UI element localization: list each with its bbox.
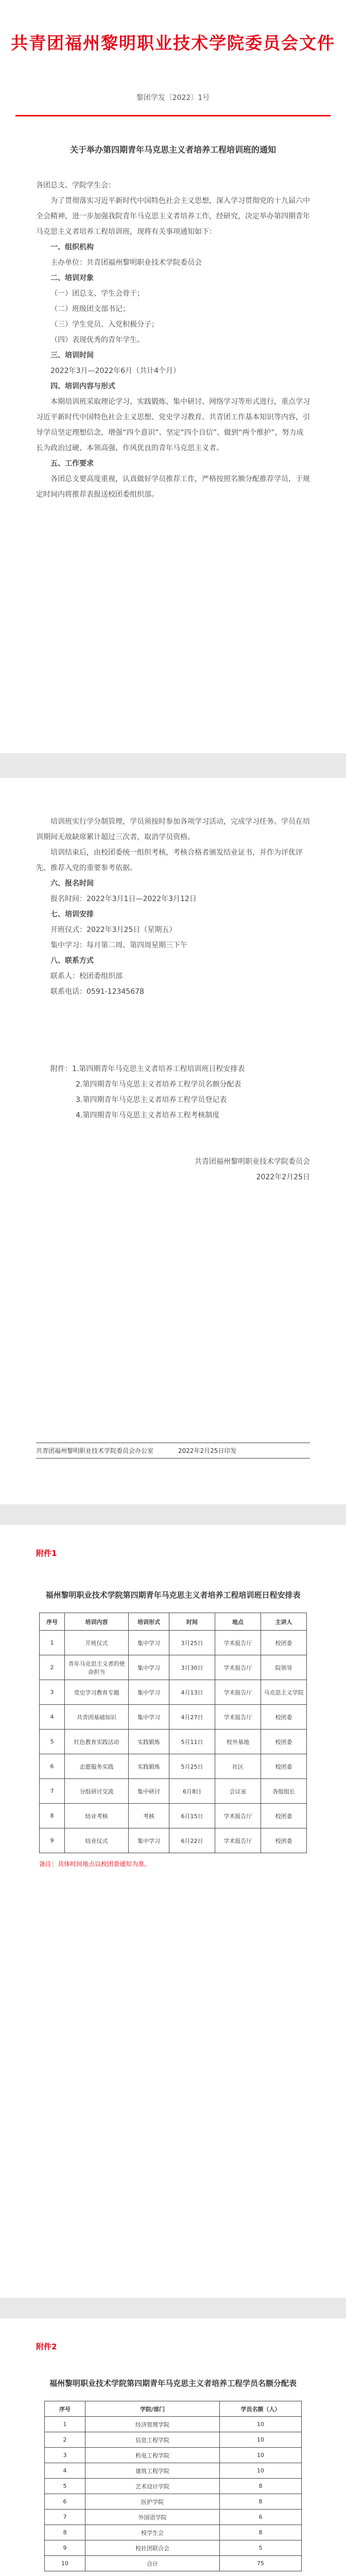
table-cell: 共青团基础知识 — [65, 1705, 129, 1730]
table-cell: 校团委 — [261, 1705, 307, 1730]
table-row — [45, 2494, 302, 2510]
greeting: 各团总支、学院学生会： — [36, 181, 115, 190]
section-heading: 一、组织机构 — [50, 243, 94, 251]
table-cell: 10 — [220, 2417, 302, 2432]
table-cell: 4月27日 — [169, 1705, 215, 1730]
table-cell: 9 — [45, 2540, 85, 2556]
issue-date: 2022年2月25日 — [256, 1173, 310, 1181]
document-number: 黎团学发〔2022〕1号 — [136, 94, 210, 102]
attachment-label: 附件1 — [36, 1549, 57, 1558]
table-row — [40, 1754, 307, 1779]
table-cell: 集中学习 — [129, 1655, 169, 1680]
table-cell: 5月25日 — [169, 1754, 215, 1779]
table-cell: 结业仪式 — [65, 1828, 129, 1853]
paragraph: 2022年3月—2022年6月（共计4个月） — [50, 367, 180, 375]
table-cell: 10 — [220, 2463, 302, 2479]
section-heading: 七、培训安排 — [50, 910, 94, 919]
table-cell: 校团委 — [261, 1754, 307, 1779]
table-row — [45, 2510, 302, 2525]
table-header: 序号 — [45, 2401, 85, 2417]
table-cell: 集中学习 — [129, 1680, 169, 1705]
table-title: 福州黎明职业技术学院第四期青年马克思主义者培养工程培训班日程安排表 — [45, 1590, 301, 1600]
notice-page — [0, 0, 346, 753]
table-cell: 6月8日 — [169, 1779, 215, 1804]
table-cell: 集中学习 — [129, 1828, 169, 1853]
table-cell: 5 — [45, 2479, 85, 2494]
table-cell: 信息工程学院 — [85, 2432, 220, 2448]
table-cell: 6 — [45, 2494, 85, 2510]
notice-page-2 — [0, 778, 346, 1504]
intro-paragraph: 为了贯彻落实习近平新时代中国特色社会主义思想，深入学习贯彻党的十九届六中全会精神，进一步加强我院青年马克思主义者培养工作，经研究，决定举办第四期青年马克思主义者培养工程培训班，现将有关事项通知如下： — [36, 197, 310, 236]
table-cell: 5 — [40, 1730, 65, 1754]
table-cell: 校团委 — [261, 1631, 307, 1655]
table-cell: 结业考核 — [65, 1804, 129, 1828]
table-row — [40, 1705, 307, 1730]
table-cell: 集中学习 — [129, 1705, 169, 1730]
table-cell: 4 — [45, 2463, 85, 2479]
table-cell: 5 — [220, 2540, 302, 2556]
table-cell: 校外基地 — [215, 1730, 261, 1754]
schedule-table — [39, 1613, 307, 1853]
attachment-item: 附件：1.第四期青年马克思主义者培养工程培训班日程安排表 — [50, 1065, 245, 1073]
table-cell: 3月25日 — [169, 1631, 215, 1655]
table-header: 时间 — [169, 1613, 215, 1631]
table-cell: 3 — [45, 2448, 85, 2463]
table-cell: 集中研讨 — [129, 1779, 169, 1804]
section-heading: 五、工作要求 — [50, 460, 94, 468]
table-cell: 实践锻炼 — [129, 1730, 169, 1754]
paragraph: 本期培训班采取理论学习、实践锻炼、集中研讨、网络学习等形式进行，重点学习习近平新时代中国特色社会主义思想、党史学习教育、共青团工作基本知识等内容，引导学员坚定理想信念，增强“四个意识”、坚定“四个自信”、做到“两个维护”，努力成长为政治过硬、本领高强、作风优良的青年马克思主义者。 — [36, 398, 310, 452]
notice-body — [0, 178, 346, 502]
attachment-item: 4.第四期青年马克思主义者培养工程考核制度 — [76, 1111, 220, 1120]
table-row — [45, 2479, 302, 2494]
table-row — [40, 1828, 307, 1853]
table-cell: 学术报告厅 — [215, 1631, 261, 1655]
table-row — [40, 1779, 307, 1804]
attachment-list — [0, 1061, 346, 1123]
table-cell: 1 — [45, 2417, 85, 2432]
table-cell: 6 — [40, 1754, 65, 1779]
table-cell: 志愿服务实践 — [65, 1754, 129, 1779]
table-cell: 各组组长 — [261, 1779, 307, 1804]
table-cell: 10 — [220, 2448, 302, 2463]
quota-table — [44, 2401, 302, 2571]
table-cell: 艺术设计学院 — [85, 2479, 220, 2494]
table-cell: 校社团联合会 — [85, 2540, 220, 2556]
table-cell: 集中学习 — [129, 1631, 169, 1655]
table-row — [40, 1655, 307, 1680]
table-row — [40, 1680, 307, 1705]
table-cell: 3月30日 — [169, 1655, 215, 1680]
list-item: （一）团总支、学生会骨干； — [50, 290, 144, 298]
print-footer: 共青团福州黎明职业技术学院委员会办公室 2022年2月25日印发 — [36, 1443, 310, 1459]
table-cell: 学术报告厅 — [215, 1655, 261, 1680]
table-header: 学员名额（人） — [220, 2401, 302, 2417]
table-row — [45, 2556, 302, 2571]
paragraph: 培训结束后，由校团委统一组织考核，考核合格者颁发结业证书，并作为评优评先、推荐入党的重要参考依据。 — [36, 849, 303, 872]
table-cell: 8 — [220, 2494, 302, 2510]
table-cell: 社区 — [215, 1754, 261, 1779]
section-heading: 八、联系方式 — [50, 957, 94, 965]
table-cell: 校团委 — [261, 1828, 307, 1853]
table-cell: 建筑工程学院 — [85, 2463, 220, 2479]
table-cell: 青年马克思主义者的使命担当 — [65, 1655, 129, 1680]
table-cell: 会议室 — [215, 1779, 261, 1804]
paragraph: 开班仪式：2022年3月25日（星期五） — [50, 926, 177, 934]
table-cell: 分组研讨交流 — [65, 1779, 129, 1804]
table-cell: 马克思主义学院 — [261, 1680, 307, 1705]
table-row — [40, 1730, 307, 1754]
paragraph: 各团总支要高度重视，认真做好学员推荐工作，严格按照名额分配推荐学员，于规定时间内将推荐表报送校团委组织部。 — [36, 475, 310, 499]
table-cell: 2 — [45, 2432, 85, 2448]
table-cell: 6月22日 — [169, 1828, 215, 1853]
red-divider — [15, 115, 331, 116]
table-title: 福州黎明职业技术学院第四期青年马克思主义者培养工程学员名额分配表 — [49, 2379, 297, 2388]
table-header-row — [40, 1613, 307, 1631]
table-cell: 党史学习教育专题 — [65, 1680, 129, 1705]
notice-body-2 — [0, 814, 346, 999]
table-header-row — [45, 2401, 302, 2417]
attachment-2-page — [0, 2318, 346, 2576]
table-cell: 8 — [220, 2479, 302, 2494]
table-cell: 8 — [220, 2525, 302, 2540]
notice-title: 关于举办第四期青年马克思主义者培养工程培训班的通知 — [70, 145, 276, 155]
table-row — [45, 2525, 302, 2540]
paragraph: 联系人：校团委组织部 — [50, 972, 123, 980]
table-row — [40, 1804, 307, 1828]
table-header: 培训内容 — [65, 1613, 129, 1631]
table-cell: 6月15日 — [169, 1804, 215, 1828]
table-cell: 学术报告厅 — [215, 1804, 261, 1828]
section-heading: 六、报名时间 — [50, 879, 94, 888]
table-cell: 校团委 — [261, 1730, 307, 1754]
table-row — [40, 1631, 307, 1655]
table-cell: 医护学院 — [85, 2494, 220, 2510]
table-cell: 4 — [40, 1705, 65, 1730]
section-heading: 三、培训时间 — [50, 351, 94, 360]
table-cell: 院领导 — [261, 1655, 307, 1680]
table-row — [45, 2448, 302, 2463]
document-title: 共青团福州黎明职业技术学院委员会文件 — [11, 33, 335, 53]
table-cell: 机电工程学院 — [85, 2448, 220, 2463]
paragraph: 集中学习：每月第二周、第四周星期三下午 — [50, 941, 187, 950]
table-cell: 校团委 — [261, 1804, 307, 1828]
table-cell: 7 — [45, 2510, 85, 2525]
table-header: 学院/部门 — [85, 2401, 220, 2417]
table-cell: 学术报告厅 — [215, 1828, 261, 1853]
table-cell: 8 — [45, 2525, 85, 2540]
table-cell: 外国语学院 — [85, 2510, 220, 2525]
table-note: 备注：具体时间地点以校团委通知为准。 — [39, 1860, 151, 1868]
table-cell: 经济管理学院 — [85, 2417, 220, 2432]
attachment-label: 附件2 — [36, 2342, 57, 2351]
table-row — [45, 2432, 302, 2448]
paragraph: 联系电话：0591-12345678 — [50, 988, 144, 996]
list-item: （二）班级团支部书记； — [50, 305, 130, 313]
table-cell: 3 — [40, 1680, 65, 1705]
table-cell: 2 — [40, 1655, 65, 1680]
table-cell: 合计 — [85, 2556, 220, 2571]
table-header: 地点 — [215, 1613, 261, 1631]
section-heading: 四、培训内容与形式 — [50, 382, 115, 391]
section-heading: 二、培训对象 — [50, 274, 94, 282]
paragraph: 报名时间：2022年3月1日—2022年3月12日 — [50, 895, 197, 903]
table-cell: 考核 — [129, 1804, 169, 1828]
issuer: 共青团福州黎明职业技术学院委员会 — [195, 1158, 310, 1166]
table-row — [45, 2540, 302, 2556]
list-item: （四）表现优秀的青年学生。 — [50, 336, 144, 344]
paragraph: 主办单位：共青团福州黎明职业技术学院委员会 — [50, 259, 202, 267]
table-cell: 实践锻炼 — [129, 1754, 169, 1779]
table-header: 序号 — [40, 1613, 65, 1631]
table-cell: 红色教育实践活动 — [65, 1730, 129, 1754]
table-cell: 9 — [40, 1828, 65, 1853]
table-row — [45, 2417, 302, 2432]
table-cell: 学术报告厅 — [215, 1705, 261, 1730]
table-cell: 学术报告厅 — [215, 1680, 261, 1705]
table-cell: 7 — [40, 1779, 65, 1804]
table-cell: 6 — [220, 2510, 302, 2525]
table-cell: 8 — [40, 1804, 65, 1828]
attachment-1-page — [0, 1525, 346, 2298]
table-cell: 10 — [220, 2432, 302, 2448]
table-header: 培训形式 — [129, 1613, 169, 1631]
table-header: 主讲人 — [261, 1613, 307, 1631]
attachment-item: 3.第四期青年马克思主义者培养工程学员登记表 — [76, 1096, 227, 1104]
paragraph: 培训班实行学分制管理，学员须按时参加各项学习活动，完成学习任务。学员在培训期间无故缺席累计超过三次者，取消学员资格。 — [36, 818, 310, 841]
table-cell: 75 — [220, 2556, 302, 2571]
table-row — [45, 2463, 302, 2479]
table-cell: 校学生会 — [85, 2525, 220, 2540]
table-cell: 5月11日 — [169, 1730, 215, 1754]
table-cell: 4月13日 — [169, 1680, 215, 1705]
table-cell: 开班仪式 — [65, 1631, 129, 1655]
list-item: （三）学生党员、入党积极分子； — [50, 320, 159, 329]
table-cell: 1 — [40, 1631, 65, 1655]
signature-block — [0, 1154, 346, 1185]
table-cell: 10 — [45, 2556, 85, 2571]
attachment-item: 2.第四期青年马克思主义者培养工程学员名额分配表 — [76, 1080, 241, 1089]
